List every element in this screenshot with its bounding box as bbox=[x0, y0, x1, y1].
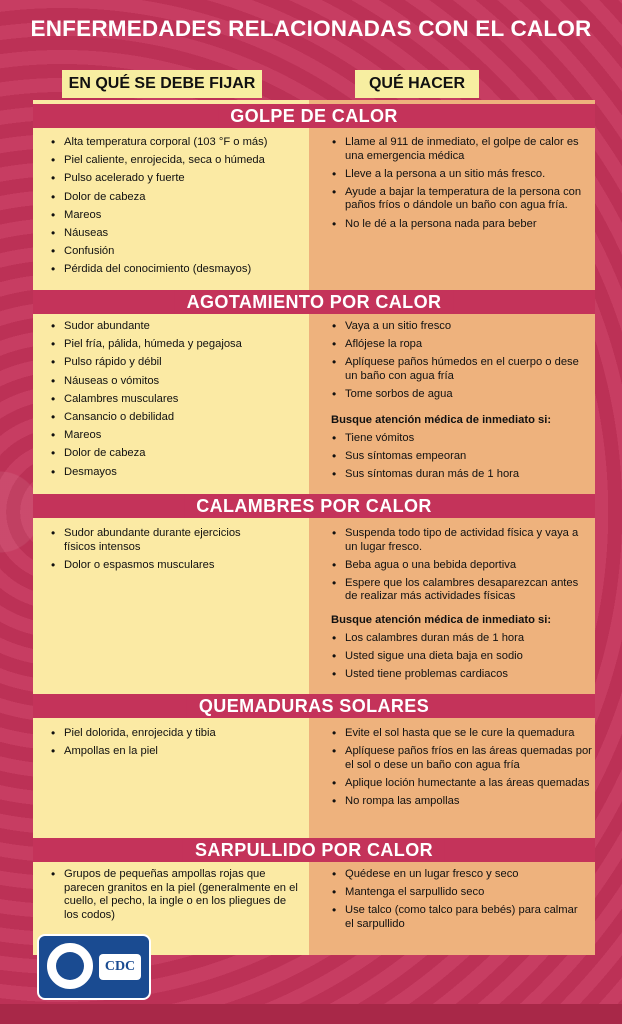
list-item: • Confusión bbox=[50, 245, 305, 259]
list-item: • Beba agua o una bebida deportiva bbox=[331, 559, 587, 573]
list-item: • Los calambres duran más de 1 hora bbox=[331, 632, 587, 646]
section-heading: CALAMBRES POR CALOR bbox=[184, 494, 444, 518]
list-item: • No le dé a la persona nada para beber bbox=[331, 218, 587, 232]
list-item: • Dolor o espasmos musculares bbox=[50, 559, 250, 573]
list-item: • Sus síntomas empeoran bbox=[331, 450, 587, 464]
list-item: • Pulso acelerado y fuerte bbox=[50, 172, 305, 186]
actions-list bbox=[331, 527, 587, 609]
column-header-actions: QUÉ HACER bbox=[355, 70, 479, 98]
section-heading: GOLPE DE CALOR bbox=[218, 104, 410, 128]
signs-list bbox=[50, 136, 305, 282]
column-header-signs: EN QUÉ SE DEBE FIJAR bbox=[62, 70, 262, 98]
urgent-list bbox=[331, 632, 587, 687]
signs-list bbox=[50, 320, 305, 484]
signs-list bbox=[50, 527, 250, 577]
list-item: • Lleve a la persona a un sitio más fresco. bbox=[331, 168, 587, 182]
list-item: • Pérdida del conocimiento (desmayos) bbox=[50, 263, 305, 277]
list-item: • Usted sigue una dieta baja en sodio bbox=[331, 650, 587, 664]
list-item: • Náuseas bbox=[50, 227, 305, 241]
list-item: • Dolor de cabeza bbox=[50, 191, 305, 205]
hhs-seal-icon bbox=[45, 941, 95, 991]
list-item: • Sudor abundante bbox=[50, 320, 305, 334]
list-item: • Tiene vómitos bbox=[331, 432, 587, 446]
section-heading: AGOTAMIENTO POR CALOR bbox=[175, 290, 454, 314]
list-item: • Sus síntomas duran más de 1 hora bbox=[331, 468, 587, 482]
list-item: • Vaya a un sitio fresco bbox=[331, 320, 587, 334]
list-item: • Piel dolorida, enrojecida y tibia bbox=[50, 727, 305, 741]
list-item: • Piel caliente, enrojecida, seca o húmeda bbox=[50, 154, 305, 168]
section-band-sunburn bbox=[33, 694, 595, 718]
list-item: • Aplíquese paños fríos en las áreas quemadas por el sol o dese un baño con agua fría bbox=[331, 745, 593, 772]
list-item: • Mantenga el sarpullido seco bbox=[331, 886, 587, 900]
list-item: • Espere que los calambres desaparezcan antes de realizar más actividades físicas bbox=[331, 577, 587, 604]
list-item: • No rompa las ampollas bbox=[331, 795, 593, 809]
page-title: ENFERMEDADES RELACIONADAS CON EL CALOR bbox=[30, 16, 592, 41]
section-heading: SARPULLIDO POR CALOR bbox=[183, 838, 445, 862]
signs-list bbox=[50, 868, 300, 927]
list-item: • Desmayos bbox=[50, 466, 305, 480]
list-item: • Cansancio o debilidad bbox=[50, 411, 305, 425]
list-item: • Ampollas en la piel bbox=[50, 745, 305, 759]
list-item: • Grupos de pequeñas ampollas rojas que parecen granitos en la piel (generalmente en el cuello, el pecho, la ingle o en los pliegues de los codos) bbox=[50, 868, 300, 922]
actions-list bbox=[331, 727, 593, 813]
list-item: • Pulso rápido y débil bbox=[50, 356, 305, 370]
list-item: • Dolor de cabeza bbox=[50, 447, 305, 461]
signs-list bbox=[50, 727, 305, 763]
list-item: • Llame al 911 de inmediato, el golpe de calor es una emergencia médica bbox=[331, 136, 587, 163]
urgent-heading: Busque atención médica de inmediato si: bbox=[331, 414, 552, 426]
list-item: • Aplique loción humectante a las áreas quemadas bbox=[331, 777, 593, 791]
list-item: • Evite el sol hasta que se le cure la quemadura bbox=[331, 727, 593, 741]
section-band-heat-stroke bbox=[33, 104, 595, 128]
section-band-heat-cramps bbox=[33, 494, 595, 518]
list-item: • Aflójese la ropa bbox=[331, 338, 587, 352]
list-item: • Mareos bbox=[50, 209, 305, 223]
urgent-list bbox=[331, 432, 587, 487]
section-band-heat-rash bbox=[33, 838, 595, 862]
actions-list bbox=[331, 136, 587, 236]
list-item: • Piel fría, pálida, húmeda y pegajosa bbox=[50, 338, 305, 352]
list-item: • Aplíquese paños húmedos en el cuerpo o dese un baño con agua fría bbox=[331, 356, 587, 383]
section-band-heat-exhaustion bbox=[33, 290, 595, 314]
actions-list bbox=[331, 868, 587, 936]
list-item: • Sudor abundante durante ejercicios físicos intensos bbox=[50, 527, 250, 554]
cdc-logo bbox=[37, 934, 151, 1000]
list-item: • Alta temperatura corporal (103 °F o más) bbox=[50, 136, 305, 150]
urgent-heading: Busque atención médica de inmediato si: bbox=[331, 614, 552, 626]
footer-bar bbox=[0, 1004, 622, 1024]
list-item: • Use talco (como talco para bebés) para calmar el sarpullido bbox=[331, 904, 587, 931]
list-item: • Usted tiene problemas cardiacos bbox=[331, 668, 587, 682]
list-item: • Tome sorbos de agua bbox=[331, 388, 587, 402]
cdc-logo-text: CDC bbox=[99, 954, 141, 980]
list-item: • Quédese en un lugar fresco y seco bbox=[331, 868, 587, 882]
list-item: • Mareos bbox=[50, 429, 305, 443]
actions-list bbox=[331, 320, 587, 406]
list-item: • Náuseas o vómitos bbox=[50, 375, 305, 389]
list-item: • Suspenda todo tipo de actividad física y vaya a un lugar fresco. bbox=[331, 527, 587, 554]
section-heading: QUEMADURAS SOLARES bbox=[187, 694, 441, 718]
list-item: • Ayude a bajar la temperatura de la persona con paños fríos o dándole un baño con agua fría. bbox=[331, 186, 587, 213]
list-item: • Calambres musculares bbox=[50, 393, 305, 407]
